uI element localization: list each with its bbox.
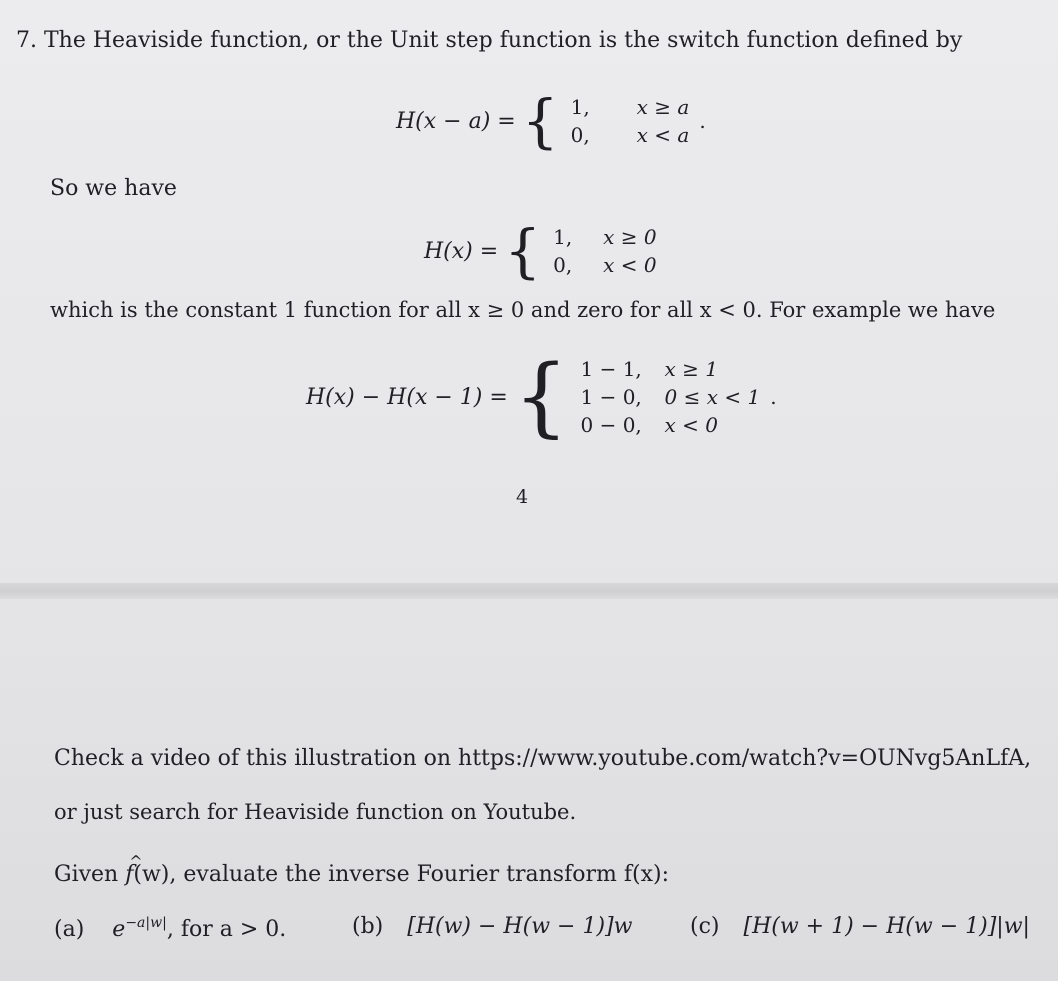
part-label: (b) bbox=[352, 914, 384, 939]
case-value: 0, bbox=[570, 123, 590, 147]
definition-heaviside bbox=[424, 217, 657, 285]
problem-intro: The Heaviside function, or the Unit step function is the switch function defined by bbox=[44, 28, 963, 53]
video-line: Check a video of this illustration on https://www.youtube.com/watch?v=OUNvg5AnLfA, bbox=[54, 746, 1032, 771]
case-condition: x < 0 bbox=[603, 253, 657, 277]
part-label: (c) bbox=[690, 914, 720, 939]
given-line bbox=[54, 864, 669, 886]
case-row bbox=[581, 413, 761, 437]
definition-cases bbox=[571, 95, 690, 147]
case-condition: x ≥ 1 bbox=[664, 357, 718, 381]
problem-number: 7. bbox=[16, 28, 37, 53]
page-number: 4 bbox=[516, 486, 529, 508]
example-difference bbox=[306, 347, 777, 447]
heaviside-lhs: H(x) = bbox=[424, 238, 499, 264]
part-label: (a) bbox=[54, 917, 85, 942]
which-text: which is the constant 1 function for all x ≥ 0 and zero for all x < 0. For example we have bbox=[50, 298, 996, 322]
problem-header bbox=[16, 30, 962, 52]
definition-lhs: H(x − a) = bbox=[396, 108, 516, 134]
part-a-exponent: −a|w| bbox=[125, 915, 167, 931]
part-a bbox=[54, 916, 286, 941]
part-b bbox=[352, 916, 632, 938]
part-a-rest: , for a > 0. bbox=[166, 917, 287, 942]
case-condition: x ≥ a bbox=[636, 95, 690, 119]
case-condition: x < a bbox=[636, 123, 690, 147]
f-hat-symbol: ^ f bbox=[125, 864, 133, 886]
heaviside-cases bbox=[553, 225, 656, 277]
given-rest: (w), evaluate the inverse Fourier transform f(x): bbox=[133, 862, 669, 887]
case-condition: x < 0 bbox=[664, 413, 718, 437]
case-row bbox=[553, 225, 656, 249]
case-value: 1 − 0, bbox=[580, 385, 642, 409]
part-c bbox=[690, 916, 1030, 938]
search-line: or just search for Heaviside function on Youtube. bbox=[54, 800, 577, 824]
case-value: 0 − 0, bbox=[580, 413, 642, 437]
given-prefix: Given bbox=[54, 862, 119, 887]
example-lhs: H(x) − H(x − 1) = bbox=[306, 384, 508, 410]
example-cases bbox=[581, 357, 761, 437]
case-row bbox=[581, 357, 761, 381]
case-value: 1, bbox=[570, 95, 590, 119]
part-c-expression: [H(w + 1) − H(w − 1)]|w| bbox=[743, 914, 1030, 939]
case-row bbox=[581, 385, 761, 409]
case-condition: x ≥ 0 bbox=[603, 225, 657, 249]
page-gap bbox=[0, 583, 1058, 599]
definition-period: . bbox=[699, 109, 706, 133]
case-value: 1, bbox=[553, 225, 573, 249]
part-b-expression: [H(w) − H(w − 1)]w bbox=[407, 914, 633, 939]
left-brace: { bbox=[513, 347, 569, 447]
left-brace: { bbox=[521, 87, 559, 155]
part-a-base: e bbox=[112, 917, 126, 942]
case-value: 0, bbox=[553, 253, 573, 277]
left-brace: { bbox=[504, 217, 542, 285]
case-condition: 0 ≤ x < 1 bbox=[664, 385, 761, 409]
case-row bbox=[571, 95, 690, 119]
case-row bbox=[553, 253, 656, 277]
case-value: 1 − 1, bbox=[580, 357, 642, 381]
so-we-have-text: So we have bbox=[50, 176, 177, 201]
definition-heaviside-shifted bbox=[396, 87, 706, 155]
case-row bbox=[571, 123, 690, 147]
example-period: . bbox=[770, 385, 777, 409]
